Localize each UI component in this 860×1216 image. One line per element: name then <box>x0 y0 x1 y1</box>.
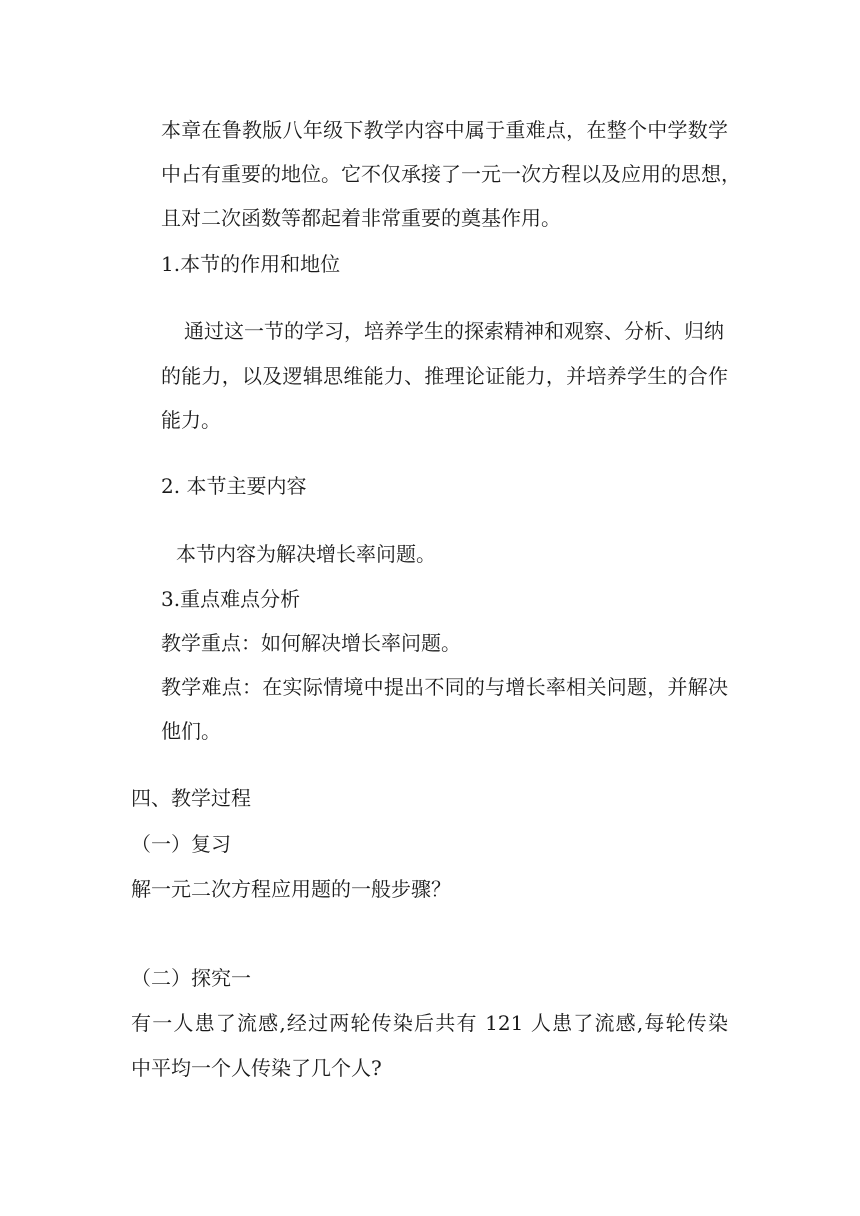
intro-line-2: 中占有重要的地位。它不仅承接了一元一次方程以及应用的思想， <box>161 162 741 186</box>
intro-line-3: 且对二次函数等都起着非常重要的奠基作用。 <box>161 206 561 230</box>
review-question: 解一元二次方程应用题的一般步骤？ <box>131 877 451 901</box>
section3-heading: 3.重点难点分析 <box>161 587 301 611</box>
section1-body-line-2: 的能力，以及逻辑思维能力、推理论证能力，并培养学生的合作 <box>161 364 728 388</box>
section2-body: 本节内容为解决增长率问题。 <box>176 542 436 566</box>
key-point: 教学重点：如何解决增长率问题。 <box>161 631 461 655</box>
explore-problem-line-2: 中平均一个人传染了几个人? <box>131 1056 382 1080</box>
review-heading: （一）复习 <box>131 832 231 856</box>
difficult-point-line-1: 教学难点：在实际情境中提出不同的与增长率相关问题，并解决 <box>161 675 728 699</box>
section1-heading: 1.本节的作用和地位 <box>161 252 341 276</box>
section1-body-line-3: 能力。 <box>161 408 221 432</box>
part4-heading: 四、教学过程 <box>131 786 251 810</box>
explore-problem-line-1: 有一人患了流感,经过两轮传染后共有 121 人患了流感,每轮传染 <box>131 1011 728 1035</box>
explore-heading: （二）探究一 <box>131 966 251 990</box>
section1-body-line-1: 通过这一节的学习，培养学生的探索精神和观察、分析、归纳 <box>184 319 724 343</box>
section2-heading: 2. 本节主要内容 <box>161 474 307 498</box>
intro-line-1: 本章在鲁教版八年级下教学内容中属于重难点，在整个中学数学 <box>161 118 728 142</box>
difficult-point-line-2: 他们。 <box>161 719 221 743</box>
